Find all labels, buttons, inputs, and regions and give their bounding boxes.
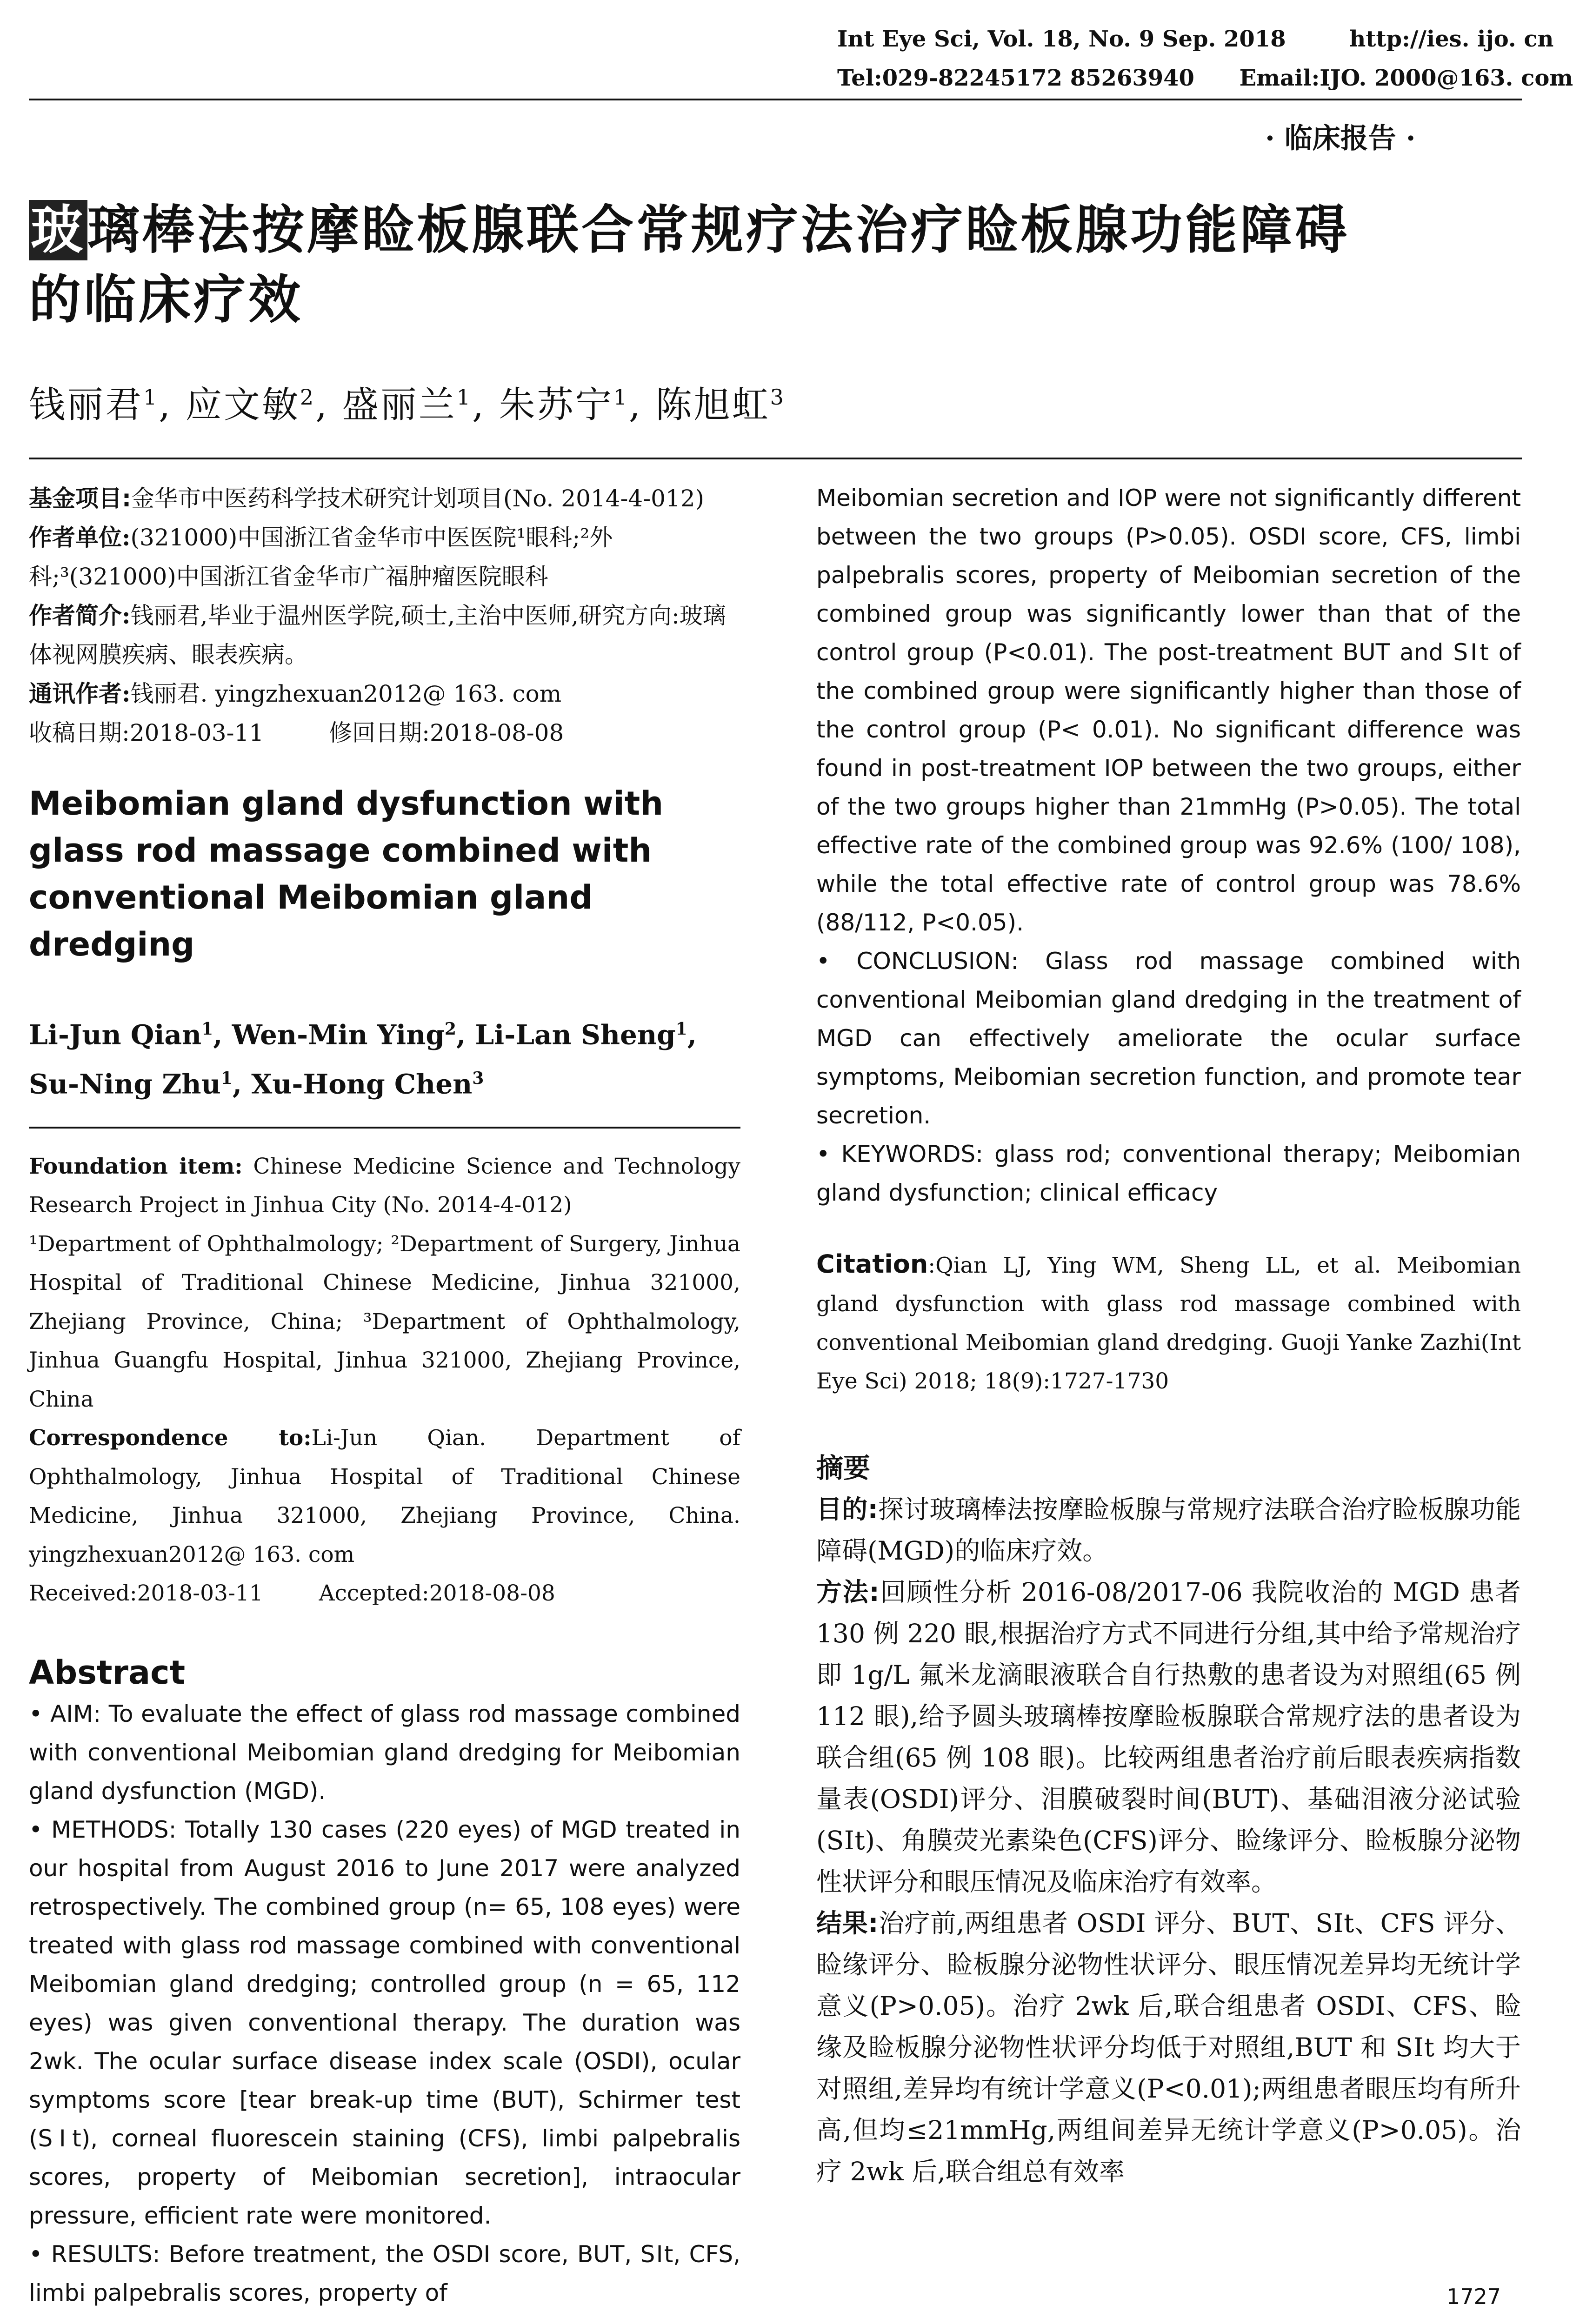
author-sup: 1 <box>201 1019 213 1039</box>
affiliation-en: ¹Department of Ophthalmology; ²Department of Surgery, Jinhua Hospital of Traditional Chinese Medicine, Jinhua 321000, Zhejiang Province, China; ³Department of Ophthalmology, Jinhua Guangfu Hospital, Jinhua 321000, Zhejiang Province, China <box>29 1231 740 1412</box>
affiliation-label: 作者单位: <box>29 524 131 551</box>
correspondence-en-label: Correspondence to: <box>29 1425 312 1451</box>
abstract-results-start <box>29 2235 740 2312</box>
methods-text: Totally 130 cases (220 eyes) of MGD treated in our hospital from August 2016 to June 2017 were analyzed retrospectively. The combined group (n= 65, 108 eyes) were treated with glass rod massage combined with conventional Meibomian gland dredging; controlled group (n = 65, 112 eyes) was given conventional therapy. The duration was 2wk. The ocular surface disease index scale (OSDI), ocular symptoms score [tear break-up time (BUT), Schirmer test (SⅠt), corneal fluorescein staining (CFS), limbi palpebralis scores, property of Meibomian secretion], intraocular pressure, efficient rate were monitored. <box>29 1816 740 2229</box>
zh-methods <box>816 1572 1521 1903</box>
abstract-heading: Abstract <box>29 1653 186 1692</box>
author-sup: 3 <box>770 385 786 410</box>
article-title <box>29 195 1517 335</box>
revised-label: 修回日期: <box>329 719 430 746</box>
correspondence-en <box>29 1419 740 1574</box>
accepted-en: Accepted:2018-08-08 <box>319 1580 555 1607</box>
citation <box>816 1245 1521 1401</box>
journal-tel: Tel:029-82245172 85263940 <box>837 65 1194 91</box>
author-cn: 盛丽兰 <box>342 384 457 426</box>
abstract-methods <box>29 1811 740 2235</box>
abstract-aim <box>29 1695 740 1811</box>
affiliation-text: (321000)中国浙江省金华市中医医院¹眼科;²外科;³(321000)中国浙江省金华市广福肿瘤医院眼科 <box>29 524 613 590</box>
dates-en <box>29 1574 740 1613</box>
results-text-part1: Before treatment, the OSDI score, BUT, SⅠt, CFS, limbi palpebralis scores, property of <box>29 2240 740 2306</box>
keywords-text: glass rod; conventional therapy; Meibomian gland dysfunction; clinical efficacy <box>816 1141 1521 1206</box>
authors-rule <box>29 1127 740 1129</box>
zh-results-label: 结果: <box>816 1908 879 1938</box>
author-cn: 陈旭虹 <box>655 384 770 426</box>
zh-methods-text: 回顾性分析 2016-08/2017-06 我院收治的 MGD 患者 130 例 220 眼,根据治疗方式不同进行分组,其中给予常规治疗即 1g/L 氟米龙滴眼液联合自行热敷的患者设为对照组(65 例 112 眼),给予圆头玻璃棒按摩睑板腺联合常规疗法的患者设为联合组(65 例 108 眼)。比较两组患者治疗前后眼表疾病指数量表(OSDI)评分、泪膜破裂时间(BUT)、基础泪液分泌试验(SⅠt)、角膜荧光素染色(CFS)评分、睑缘评分、睑板腺分泌物性状评分和眼压情况及临床治疗有效率。 <box>816 1577 1521 1897</box>
foundation-en <box>29 1147 740 1225</box>
received-date: 2018-03-11 <box>129 719 264 746</box>
affiliation-cn <box>29 518 740 596</box>
meta-cn <box>29 479 740 752</box>
page-number: 1727 <box>1446 2284 1501 2309</box>
author-en: Xu-Hong Chen <box>251 1068 473 1100</box>
abstract-keywords <box>816 1135 1521 1212</box>
results-label: • RESULTS: <box>29 2240 160 2268</box>
foundation-en-label: Foundation item: <box>29 1153 243 1179</box>
authors-en: Li-Jun Qian$^1$, Wen-Min Ying$^2$, Li-Lan Sheng$^1$, Su-Ning Zhu$^1$, Xu-Hong Chen$^3$ <box>29 1019 697 1100</box>
author-sup: 2 <box>444 1019 456 1039</box>
author-cn: 应文敏 <box>185 384 300 426</box>
author-sup: 2 <box>300 385 316 410</box>
zh-aim-text: 探讨玻璃棒法按摩睑板腺与常规疗法联合治疗睑板腺功能障碍(MGD)的临床疗效。 <box>816 1494 1521 1566</box>
abstract-results-cont <box>816 479 1521 942</box>
author-cn: 朱苏宁 <box>499 384 613 426</box>
author-sup: 1 <box>456 385 473 410</box>
results-text-part2: Meibomian secretion and IOP were not significantly different between the two groups (P>0.05). OSDI score, CFS, limbi palpebralis scores, property of Meibomian secretion of the combined group was significantly lower than that of the control group (P<0.01). The post-treatment BUT and SⅠt of the combined group were significantly higher than those of the control group (P< 0.01). No significant difference was found in post-treatment IOP between the two groups, either of the two groups higher than 21mmHg (P>0.05). The total effective rate of the combined group was 92.6% (100/ 108), while the total effective rate of control group was 78.6% (88/112, P<0.05). <box>816 485 1521 936</box>
zh-abstract-heading: 摘要 <box>816 1452 871 1484</box>
left-column <box>29 479 740 2312</box>
right-column <box>816 479 1521 2192</box>
zh-results-text: 治疗前,两组患者 OSDI 评分、BUT、SⅠt、CFS 评分、睑缘评分、睑板腺分泌物性状评分、眼压情况差异均无统计学意义(P>0.05)。治疗 2wk 后,联合组患者 OSDI、CFS、睑缘及睑板腺分泌物性状评分均低于对照组,BUT 和 SⅠt 均大于对照组,差异均有统计学意义(P<0.01);两组患者眼压均有所升高,但均≤21mmHg,两组间差异无统计学意义(P>0.05)。治疗 2wk 后,联合组总有效率 <box>816 1908 1521 2186</box>
header-contact-line <box>837 65 1573 91</box>
bio-label: 作者简介: <box>29 602 131 629</box>
aim-label: • AIM: <box>29 1700 101 1727</box>
author-en: Wen-Min Ying <box>232 1019 445 1051</box>
author-sup: 3 <box>472 1069 484 1089</box>
dates-cn <box>29 713 740 752</box>
header-rule <box>29 99 1522 100</box>
author-en: Su-Ning Zhu <box>29 1068 221 1100</box>
foundation-text: 金华市中医药科学技术研究计划项目(No. 2014-4-012) <box>131 485 705 512</box>
authors-cn: 钱丽君$^1$, 应文敏$^2$, 盛丽兰$^1$, 朱苏宁$^1$, 陈旭虹$^3$ <box>29 384 786 426</box>
foundation-en-text: Chinese Medicine Science and Technology Research Project in Jinhua City (No. 2014-4-012) <box>29 1153 740 1218</box>
author-sup: 1 <box>220 1069 233 1089</box>
citation-label: Citation <box>816 1249 928 1279</box>
received-en: Received:2018-03-11 <box>29 1580 263 1607</box>
bio-cn <box>29 596 740 674</box>
author-en: Li-Jun Qian <box>29 1019 202 1051</box>
zh-aim <box>816 1489 1521 1572</box>
received-label: 收稿日期: <box>29 719 130 746</box>
correspondence-en-text: Li-Jun Qian. Department of Ophthalmology, Jinhua Hospital of Traditional Chinese Medicine, Jinhua 321000, Zhejiang Province, China. yingzhexuan2012@ 163. com <box>29 1425 741 1567</box>
bio-text: 钱丽君,毕业于温州医学院,硕士,主治中医师,研究方向:玻璃体视网膜疾病、眼表疾病。 <box>29 602 726 668</box>
author-sup: 1 <box>143 385 159 410</box>
header-journal-line <box>837 26 1554 52</box>
english-title: Meibomian gland dysfunction with glass rod massage combined with conventional Meibomian gland dredging <box>29 784 664 963</box>
abstract-conclusion <box>816 942 1521 1135</box>
correspondence-cn <box>29 674 740 713</box>
section-label: · 临床报告 · <box>1265 122 1416 155</box>
journal-url: http://ies. ijo. cn <box>1349 26 1554 52</box>
title-line-2: 的临床疗效 <box>29 270 303 330</box>
correspondence-text: 钱丽君. yingzhexuan2012@ 163. com <box>130 680 562 707</box>
citation-text: :Qian LJ, Ying WM, Sheng LL, et al. Meibomian gland dysfunction with glass rod massage combined with conventional Meibomian gland dredging. Guoji Yanke Zazhi(Int Eye Sci) 2018; 18(9):1727-1730 <box>816 1253 1521 1394</box>
zh-methods-label: 方法: <box>816 1577 880 1607</box>
methods-label: • METHODS: <box>29 1816 177 1843</box>
title-first-char: 玻 <box>29 200 87 260</box>
aim-text: To evaluate the effect of glass rod massage combined with conventional Meibomian gland dredging for Meibomian gland dysfunction (MGD). <box>29 1700 740 1805</box>
foundation-label: 基金项目: <box>29 485 131 512</box>
title-rule <box>29 458 1522 459</box>
journal-info: Int Eye Sci, Vol. 18, No. 9 Sep. 2018 <box>837 26 1286 52</box>
zh-results <box>816 1903 1521 2192</box>
revised-date: 2018-08-08 <box>430 719 564 746</box>
title-line-1: 璃棒法按摩睑板腺联合常规疗法治疗睑板腺功能障碍 <box>87 200 1350 260</box>
author-sup: 1 <box>675 1019 687 1039</box>
foundation-cn <box>29 479 740 518</box>
author-en: Li-Lan Sheng <box>475 1019 676 1051</box>
zh-aim-label: 目的: <box>816 1494 878 1524</box>
author-cn: 钱丽君 <box>29 384 144 426</box>
meta-en <box>29 1147 740 1613</box>
conclusion-text: Glass rod massage combined with conventional Meibomian gland dredging in the treatment of MGD can effectively ameliorate the ocular surface symptoms, Meibomian secretion function, and promote tear secretion. <box>816 948 1521 1129</box>
author-sup: 1 <box>613 385 629 410</box>
keywords-label: • KEYWORDS: <box>816 1141 984 1168</box>
conclusion-label: • CONCLUSION: <box>816 948 1019 975</box>
journal-email: Email:IJO. 2000@163. com <box>1239 65 1573 91</box>
correspondence-label: 通讯作者: <box>29 680 131 707</box>
